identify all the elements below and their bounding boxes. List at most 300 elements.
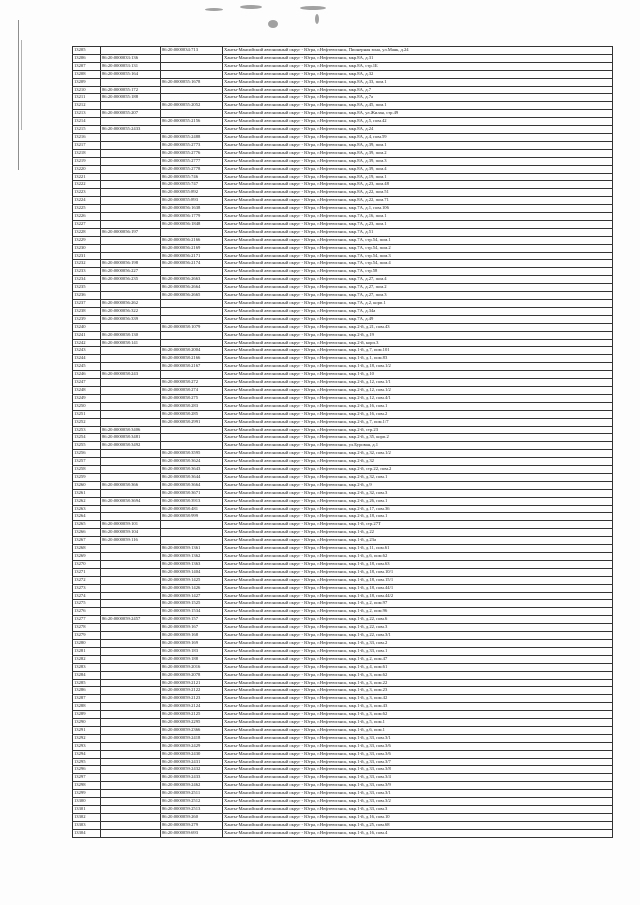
cadastral-number-b: 86:20:0000058:3624: [161, 458, 223, 466]
address-cell: Ханты-Мансийский автономный округ - Югра, г.Нефтеюганск, мкр.2-й, д.19: [223, 331, 613, 339]
cadastral-number-b: 86:20:0000056:2665: [161, 292, 223, 300]
row-number: 13281: [73, 647, 101, 655]
address-cell: Ханты-Мансийский автономный округ - Югра, г.Нефтеюганск, мкр.2-й, д.16, пом.2: [223, 410, 613, 418]
address-cell: Ханты-Мансийский автономный округ - Югра, г.Нефтеюганск, мкр.1-й, д.6, пом.62: [223, 553, 613, 561]
cadastral-number-b: 86:20:0000055:746: [161, 173, 223, 181]
cadastral-number-b: 86:20:0000059:1525: [161, 600, 223, 608]
table-row: [73, 726, 613, 734]
row-number: 13215: [73, 126, 101, 134]
row-number: 13295: [73, 758, 101, 766]
cadastral-number-a: [101, 758, 161, 766]
cadastral-number-a: [101, 750, 161, 758]
table-row: [73, 292, 613, 300]
row-number: 13212: [73, 102, 101, 110]
address-cell: Ханты-Мансийский автономный округ - Югра, г.Нефтеюганск, мкр.1-й, д.33, пом.3/1: [223, 790, 613, 798]
table-row: [73, 102, 613, 110]
row-number: 13221: [73, 173, 101, 181]
address-cell: Ханты-Мансийский автономный округ - Югра, г.Нефтеюганск, мкр.1-й, д.22, пом.6: [223, 616, 613, 624]
row-number: 13286: [73, 687, 101, 695]
cadastral-number-a: [101, 379, 161, 387]
row-number: 13278: [73, 624, 101, 632]
table-row: [73, 473, 613, 481]
row-number: 13292: [73, 734, 101, 742]
cadastral-number-a: [101, 236, 161, 244]
row-number: 13294: [73, 750, 101, 758]
cadastral-number-b: [161, 62, 223, 70]
cadastral-number-a: [101, 458, 161, 466]
cadastral-number-a: [101, 687, 161, 695]
cadastral-number-b: 86:20:0000056:1848: [161, 220, 223, 228]
table-row: [73, 54, 613, 62]
address-cell: Ханты-Мансийский автономный округ - Югра, г.Нефтеюганск, мкр.1-й, д.10: [223, 371, 613, 379]
cadastral-number-b: [161, 537, 223, 545]
row-number: 13224: [73, 197, 101, 205]
address-cell: Ханты-Мансийский автономный округ - Югра, г.Нефтеюганск, мкр.1-й, д.3, пом.42: [223, 695, 613, 703]
row-number: 13233: [73, 268, 101, 276]
table-row: [73, 450, 613, 458]
cadastral-number-b: [161, 228, 223, 236]
address-cell: Ханты-Мансийский автономный округ - Югра, г.Нефтеюганск, мкр.2-й, д.12, пом.1/1: [223, 379, 613, 387]
cadastral-number-a: [101, 639, 161, 647]
cadastral-number-b: 86:20:0000055:2776: [161, 149, 223, 157]
row-number: 13229: [73, 236, 101, 244]
scan-noise: [315, 14, 319, 24]
cadastral-number-a: [101, 157, 161, 165]
cadastral-number-b: [161, 70, 223, 78]
row-number: 13268: [73, 545, 101, 553]
address-cell: Ханты-Мансийский автономный округ - Югра, г.Нефтеюганск, мкр.1-й, д.33, пом.2: [223, 639, 613, 647]
table-row: [73, 442, 613, 450]
cadastral-number-b: 86:20:0000058:3664: [161, 481, 223, 489]
address-cell: Ханты-Мансийский автономный округ - Югра, г.Нефтеюганск, мкр.8А, д.19, пом.1: [223, 173, 613, 181]
cadastral-number-b: 86:20:0000058:3595: [161, 450, 223, 458]
table-row: [73, 742, 613, 750]
cadastral-number-b: 86:20:0000059:2122: [161, 687, 223, 695]
table-row: [73, 497, 613, 505]
scan-noise: [268, 20, 278, 28]
table-row: [73, 568, 613, 576]
row-number: 13243: [73, 347, 101, 355]
address-cell: Ханты-Мансийский автономный округ - Югра, г.Нефтеюганск, мкр.8А, д.24: [223, 126, 613, 134]
cadastral-number-b: [161, 371, 223, 379]
address-cell: Ханты-Мансийский автономный округ - Югра, г.Нефтеюганск, мкр.1-й, д.3, пом.22: [223, 679, 613, 687]
cadastral-number-a: 86:20:0000055:188: [101, 94, 161, 102]
row-number: 13261: [73, 489, 101, 497]
cadastral-number-b: [161, 94, 223, 102]
table-row: [73, 70, 613, 78]
address-cell: Ханты-Мансийский автономный округ - Югра, г.Нефтеюганск, мкр.1-й, д.33, пом.1: [223, 647, 613, 655]
scan-noise: [240, 5, 262, 9]
cadastral-number-b: 86:20:0000059:2432: [161, 766, 223, 774]
cadastral-number-b: 86:20:0000058:481: [161, 505, 223, 513]
cadastral-number-b: 86:20:0000059:188: [161, 655, 223, 663]
cadastral-number-b: 86:20:0000059:2123: [161, 695, 223, 703]
cadastral-number-a: 86:20:0000056:197: [101, 228, 161, 236]
row-number: 13230: [73, 244, 101, 252]
cadastral-number-b: 86:20:0000059:2430: [161, 750, 223, 758]
cadastral-number-b: 86:20:0000058:2991: [161, 418, 223, 426]
address-cell: Ханты-Мансийский автономный округ - Югра, г.Нефтеюганск, мкр.1-й, д.2, пом.96: [223, 608, 613, 616]
table-row: [73, 355, 613, 363]
address-cell: Ханты-Мансийский автономный округ - Югра, г.Нефтеюганск, мкр.8А, стр.1Б: [223, 62, 613, 70]
cadastral-number-a: 86:20:0000059:2457: [101, 616, 161, 624]
cadastral-number-b: 86:20:0000059:2124: [161, 703, 223, 711]
row-number: 13296: [73, 766, 101, 774]
cadastral-number-b: 86:20:0000055:892: [161, 189, 223, 197]
table-row: [73, 386, 613, 394]
row-number: 13244: [73, 355, 101, 363]
cadastral-number-a: [101, 821, 161, 829]
cadastral-number-a: 86:20:0000056:227: [101, 268, 161, 276]
table-row: [73, 703, 613, 711]
address-cell: Ханты-Мансийский автономный округ - Югра, г.Нефтеюганск, мкр.2-й, д.7, пом.1/7: [223, 418, 613, 426]
address-cell: Ханты-Мансийский автономный округ - Югра, г.Нефтеюганск, мкр.1-й, д.1, пом.83: [223, 355, 613, 363]
cadastral-number-a: [101, 323, 161, 331]
cadastral-number-a: [101, 513, 161, 521]
table-row: [73, 276, 613, 284]
cadastral-number-a: 86:20:0000058:141: [101, 339, 161, 347]
cadastral-number-b: [161, 126, 223, 134]
cadastral-number-a: 86:20:0000056:198: [101, 260, 161, 268]
cadastral-number-b: 86:20:0000058:3913: [161, 497, 223, 505]
cadastral-number-a: [101, 466, 161, 474]
cadastral-number-b: 86:20:0000059:1362: [161, 553, 223, 561]
address-cell: Ханты-Мансийский автономный округ - Югра, г.Нефтеюганск, мкр.1-й, д.3, пом.62: [223, 711, 613, 719]
address-cell: Ханты-Мансийский автономный округ - Югра, г.Нефтеюганск, мкр.7А, д.2, корп.1: [223, 300, 613, 308]
table-row: [73, 363, 613, 371]
cadastral-number-b: [161, 86, 223, 94]
address-cell: Ханты-Мансийский автономный округ - Югра, г.Нефтеюганск, мкр.7А, д.49: [223, 315, 613, 323]
cadastral-number-b: 86:20:0000059:168: [161, 632, 223, 640]
row-number: 13247: [73, 379, 101, 387]
cadastral-number-b: 86:20:0000059:260: [161, 813, 223, 821]
cadastral-number-a: [101, 102, 161, 110]
row-number: 13242: [73, 339, 101, 347]
cadastral-number-b: 86:20:0000055:2488: [161, 133, 223, 141]
address-cell: Ханты-Мансийский автономный округ - Югра, г.Нефтеюганск, мкр.1-й, д.33, пом.3/1: [223, 734, 613, 742]
table-row: [73, 829, 613, 837]
cadastral-number-b: [161, 434, 223, 442]
cadastral-number-b: 86:20:0000058:3671: [161, 489, 223, 497]
row-number: 13266: [73, 529, 101, 537]
cadastral-number-a: 86:20:0000058:3406: [101, 426, 161, 434]
address-cell: Ханты-Мансийский автономный округ - Югра, г.Нефтеюганск, мкр.8А, д.22, пом.71: [223, 197, 613, 205]
cadastral-number-a: [101, 213, 161, 221]
table-row: [73, 529, 613, 537]
table-row: [73, 418, 613, 426]
table-row: [73, 126, 613, 134]
row-number: 13271: [73, 568, 101, 576]
table-row: [73, 157, 613, 165]
row-number: 13264: [73, 513, 101, 521]
cadastral-number-a: [101, 647, 161, 655]
cadastral-number-a: [101, 197, 161, 205]
row-number: 13287: [73, 695, 101, 703]
table-row: [73, 133, 613, 141]
cadastral-number-a: [101, 205, 161, 213]
cadastral-number-a: 86:20:0000058:3492: [101, 442, 161, 450]
cadastral-number-a: 86:20:0000059:104: [101, 529, 161, 537]
address-cell: Ханты-Мансийский автономный округ - Югра, г.Нефтеюганск, мкр.8А, д.33, пом.1: [223, 78, 613, 86]
address-cell: Ханты-Мансийский автономный округ - Югра, г.Нефтеюганск, мкр.8А, д.39, пом.4: [223, 165, 613, 173]
cadastral-number-b: 86:20:0000059:2512: [161, 798, 223, 806]
row-number: 13222: [73, 181, 101, 189]
address-cell: Ханты-Мансийский автономный округ - Югра, г.Нефтеюганск, мкр.2-й, д.35, корп.2: [223, 434, 613, 442]
row-number: 13235: [73, 284, 101, 292]
table-row: [73, 466, 613, 474]
table-row: [73, 78, 613, 86]
row-number: 13238: [73, 307, 101, 315]
address-cell: Ханты-Мансийский автономный округ - Югра, г.Нефтеюганск, мкр.1-й, д.3, пом.23: [223, 687, 613, 695]
row-number: 13208: [73, 70, 101, 78]
address-cell: Ханты-Мансийский автономный округ - Югра, г.Нефтеюганск, мкр.2-й, д.16, пом.1: [223, 402, 613, 410]
address-cell: Ханты-Мансийский автономный округ - Югра, г.Нефтеюганск, мкр.1-й, д.16, пом.10: [223, 813, 613, 821]
cadastral-number-a: [101, 220, 161, 228]
cadastral-number-b: 86:20:0000058:999: [161, 513, 223, 521]
address-cell: Ханты-Мансийский автономный округ - Югра, г.Нефтеюганск, мкр.2-й, д.32, пом.1/2: [223, 450, 613, 458]
table-row: [73, 141, 613, 149]
cadastral-number-a: [101, 734, 161, 742]
cadastral-number-b: 86:20:0000056:2664: [161, 284, 223, 292]
row-number: 13220: [73, 165, 101, 173]
cadastral-number-b: 86:20:0000056:2171: [161, 252, 223, 260]
cadastral-number-b: 86:20:0000059:279: [161, 821, 223, 829]
row-number: 13217: [73, 141, 101, 149]
cadastral-number-b: 86:20:0000059:2433: [161, 774, 223, 782]
row-number: 13240: [73, 323, 101, 331]
row-number: 13214: [73, 118, 101, 126]
row-number: 13276: [73, 608, 101, 616]
address-cell: Ханты-Мансийский автономный округ - Югра, г.Нефтеюганск, мкр.2-й, стр.22, пом.2: [223, 466, 613, 474]
table-row: [73, 300, 613, 308]
cadastral-number-b: 86:20:0000058:2166: [161, 355, 223, 363]
table-row: [73, 719, 613, 727]
address-cell: Ханты-Мансийский автономный округ - Югра, г.Нефтеюганск, мкр.1-й, д.18, пом.15/1: [223, 576, 613, 584]
row-number: 13245: [73, 363, 101, 371]
cadastral-number-a: 86:20:0000033:136: [101, 54, 161, 62]
table-row: [73, 679, 613, 687]
cadastral-number-a: [101, 671, 161, 679]
cadastral-number-a: [101, 118, 161, 126]
address-cell: Ханты-Мансийский автономный округ - Югра, г.Нефтеюганск, мкр.1-й, д.22, пом.3/1: [223, 632, 613, 640]
address-cell: Ханты-Мансийский автономный округ - Югра, г.Нефтеюганск, мкр.7А, стр.54, пом.2: [223, 244, 613, 252]
cadastral-number-b: [161, 54, 223, 62]
row-number: 13241: [73, 331, 101, 339]
cadastral-number-b: 86:20:0000034:713: [161, 47, 223, 55]
cadastral-number-b: [161, 307, 223, 315]
address-cell: Ханты-Мансийский автономный округ - Югра, г.Нефтеюганск, мкр.2-й, д.26, пом.1: [223, 497, 613, 505]
row-number: 13272: [73, 576, 101, 584]
cadastral-number-a: [101, 655, 161, 663]
address-cell: Ханты-Мансийский автономный округ - Югра, г.Нефтеюганск, мкр.1-й, д.25, пом.68: [223, 821, 613, 829]
row-number: 13300: [73, 798, 101, 806]
cadastral-number-b: 86:20:0000055:2778: [161, 165, 223, 173]
address-cell: Ханты-Мансийский автономный округ - Югра, г.Нефтеюганск, мкр.1-й, д.18, пом.1/2: [223, 363, 613, 371]
cadastral-number-b: 86:20:0000058:274: [161, 386, 223, 394]
cadastral-number-b: 86:20:0000056:2663: [161, 276, 223, 284]
address-cell: Ханты-Мансийский автономный округ - Югра, г.Нефтеюганск, мкр.7А, д.1, пом.106: [223, 205, 613, 213]
address-cell: Ханты-Мансийский автономный округ - Югра, г.Нефтеюганск, мкр.1-й, д.33, пом.3/9: [223, 782, 613, 790]
table-row: [73, 434, 613, 442]
row-number: 13289: [73, 711, 101, 719]
cadastral-number-a: 86:20:0000058:366: [101, 481, 161, 489]
row-number: 13213: [73, 110, 101, 118]
cadastral-number-b: [161, 426, 223, 434]
row-number: 13259: [73, 473, 101, 481]
cadastral-number-a: [101, 165, 161, 173]
address-cell: Ханты-Мансийский автономный округ - Югра, г.Нефтеюганск, мкр.2-й, д.18, пом.1: [223, 513, 613, 521]
cadastral-number-b: 86:20:0000059:1426: [161, 584, 223, 592]
cadastral-number-a: [101, 410, 161, 418]
cadastral-number-b: [161, 110, 223, 118]
row-number: 13269: [73, 553, 101, 561]
row-number: 13225: [73, 205, 101, 213]
address-cell: Ханты-Мансийский автономный округ - Югра, г.Нефтеюганск, мкр.1-й, д.33, пом.3/6: [223, 742, 613, 750]
address-cell: Ханты-Мансийский автономный округ - Югра, г.Нефтеюганск, мкр.2-й, д.12, пом.1/2: [223, 386, 613, 394]
row-number: 13275: [73, 600, 101, 608]
row-number: 13237: [73, 300, 101, 308]
address-cell: Ханты-Мансийский автономный округ - Югра, г.Нефтеюганск, мкр.7А, д.27, пом.4: [223, 276, 613, 284]
cadastral-number-a: [101, 450, 161, 458]
table-row: [73, 663, 613, 671]
cadastral-number-a: 86:20:0000053:131: [101, 62, 161, 70]
address-cell: Ханты-Мансийский автономный округ - Югра, г.Нефтеюганск, мкр.1-й, д.6, пом.1: [223, 726, 613, 734]
table-row: [73, 379, 613, 387]
table-row: [73, 616, 613, 624]
address-cell: Ханты-Мансийский автономный округ - Югра, г.Нефтеюганск, мкр.1-й, д.3, пом.62: [223, 671, 613, 679]
address-cell: Ханты-Мансийский автономный округ - Югра, г.Нефтеюганск, мкр.7А, д.16, пом.1: [223, 213, 613, 221]
row-number: 13248: [73, 386, 101, 394]
cadastral-number-b: 86:20:0000059:2429: [161, 742, 223, 750]
row-number: 13209: [73, 78, 101, 86]
row-number: 13239: [73, 315, 101, 323]
cadastral-number-b: 86:20:0000059:2513: [161, 806, 223, 814]
address-cell: Ханты-Мансийский автономный округ - Югра, г.Нефтеюганск, мкр.1-й, д.18, пом.44/1: [223, 584, 613, 592]
table-row: [73, 576, 613, 584]
table-row: [73, 220, 613, 228]
cadastral-number-a: [101, 394, 161, 402]
cadastral-number-a: [101, 576, 161, 584]
row-number: 13250: [73, 402, 101, 410]
cadastral-number-a: [101, 663, 161, 671]
row-number: 13252: [73, 418, 101, 426]
cadastral-number-b: [161, 268, 223, 276]
table-row: [73, 118, 613, 126]
cadastral-number-b: 86:20:0000059:1363: [161, 560, 223, 568]
cadastral-number-a: [101, 592, 161, 600]
cadastral-number-a: 86:20:0000056:339: [101, 315, 161, 323]
cadastral-number-b: 86:20:0000059:2121: [161, 679, 223, 687]
cadastral-number-a: [101, 584, 161, 592]
table-row: [73, 244, 613, 252]
cadastral-number-a: 86:20:0000056:235: [101, 276, 161, 284]
table-row: [73, 189, 613, 197]
row-number: 13299: [73, 790, 101, 798]
table-row: [73, 489, 613, 497]
address-cell: Ханты-Мансийский автономный округ - Югра, г.Нефтеюганск, мкр.2-й, д.17, пом.36: [223, 505, 613, 513]
table-row: [73, 758, 613, 766]
table-row: [73, 268, 613, 276]
cadastral-number-a: [101, 774, 161, 782]
cadastral-number-a: [101, 742, 161, 750]
row-number: 13277: [73, 616, 101, 624]
cadastral-number-a: 86:20:0000058:130: [101, 331, 161, 339]
cadastral-number-b: 86:20:0000055:893: [161, 197, 223, 205]
cadastral-number-b: 86:20:0000059:2078: [161, 671, 223, 679]
cadastral-number-a: 86:20:0000058:3694: [101, 497, 161, 505]
cadastral-number-a: 86:20:0000058:3481: [101, 434, 161, 442]
table-row: [73, 592, 613, 600]
address-cell: Ханты-Мансийский автономный округ - Югра, г.Нефтеюганск, мкр.2-й, д.9: [223, 481, 613, 489]
row-number: 13255: [73, 442, 101, 450]
address-cell: Ханты-Мансийский автономный округ - Югра, г.Нефтеюганск, мкр.1-й, д.18, пом.63: [223, 560, 613, 568]
table-row: [73, 260, 613, 268]
cadastral-number-b: [161, 315, 223, 323]
table-row: [73, 173, 613, 181]
cadastral-number-b: 86:20:0000059:1534: [161, 608, 223, 616]
cadastral-number-a: [101, 806, 161, 814]
table-row: [73, 86, 613, 94]
table-row: [73, 695, 613, 703]
row-number: 13258: [73, 466, 101, 474]
address-cell: Ханты-Мансийский автономный округ - Югра, г.Нефтеюганск, мкр.8А, д.7а: [223, 94, 613, 102]
address-cell: Ханты-Мансийский автономный округ - Югра, г.Нефтеюганск, мкр.2-й, стр.23: [223, 426, 613, 434]
table-row: [73, 94, 613, 102]
cadastral-number-b: 86:20:0000059:2295: [161, 719, 223, 727]
cadastral-number-a: [101, 386, 161, 394]
cadastral-number-a: [101, 141, 161, 149]
table-row: [73, 315, 613, 323]
row-number: 13227: [73, 220, 101, 228]
table-row: [73, 624, 613, 632]
row-number: 13226: [73, 213, 101, 221]
cadastral-number-a: [101, 695, 161, 703]
row-number: 13282: [73, 655, 101, 663]
cadastral-number-b: 86:20:0000059:2418: [161, 734, 223, 742]
table-row: [73, 402, 613, 410]
table-row: [73, 410, 613, 418]
table-row: [73, 513, 613, 521]
cadastral-number-a: [101, 790, 161, 798]
cadastral-number-a: [101, 798, 161, 806]
table-row: [73, 774, 613, 782]
table-row: [73, 371, 613, 379]
cadastral-number-a: [101, 813, 161, 821]
address-cell: Ханты-Мансийский автономный округ - Югра, г.Нефтеюганск, мкр.8А, д.39, пом.3: [223, 157, 613, 165]
row-number: 13216: [73, 133, 101, 141]
table-row: [73, 426, 613, 434]
address-cell: Ханты-Мансийский автономный округ - Югра, г.Нефтеюганск, мкр.8А, д.39, пом.1: [223, 141, 613, 149]
cadastral-number-b: 86:20:0000055:1678: [161, 78, 223, 86]
cadastral-number-a: [101, 473, 161, 481]
cadastral-number-a: 86:20:0000055:2433: [101, 126, 161, 134]
records-table: [72, 46, 613, 838]
table-row: [73, 608, 613, 616]
table-row: [73, 782, 613, 790]
address-cell: Ханты-Мансийский автономный округ - Югра, г.Нефтеюганск, мкр.1-й, д.18, пом.44/2: [223, 592, 613, 600]
address-cell: Ханты-Мансийский автономный округ - Югра, г.Нефтеюганск, мкр.8А, д.45, пом.1: [223, 102, 613, 110]
address-cell: Ханты-Мансийский автономный округ - Югра, г.Нефтеюганск, мкр.1-й, д.2, пом.47: [223, 655, 613, 663]
scan-edge-line: [21, 40, 22, 130]
row-number: 13303: [73, 821, 101, 829]
table-row: [73, 205, 613, 213]
cadastral-number-a: 86:20:0000055:164: [101, 70, 161, 78]
table-row: [73, 458, 613, 466]
address-cell: Ханты-Мансийский автономный округ - Югра, г.Нефтеюганск, мкр.1-й, д.23а: [223, 537, 613, 545]
row-number: 13234: [73, 276, 101, 284]
table-row: [73, 213, 613, 221]
address-cell: Ханты-Мансийский автономный округ - Югра, г.Нефтеюганск, мкр.8А, д.31: [223, 54, 613, 62]
